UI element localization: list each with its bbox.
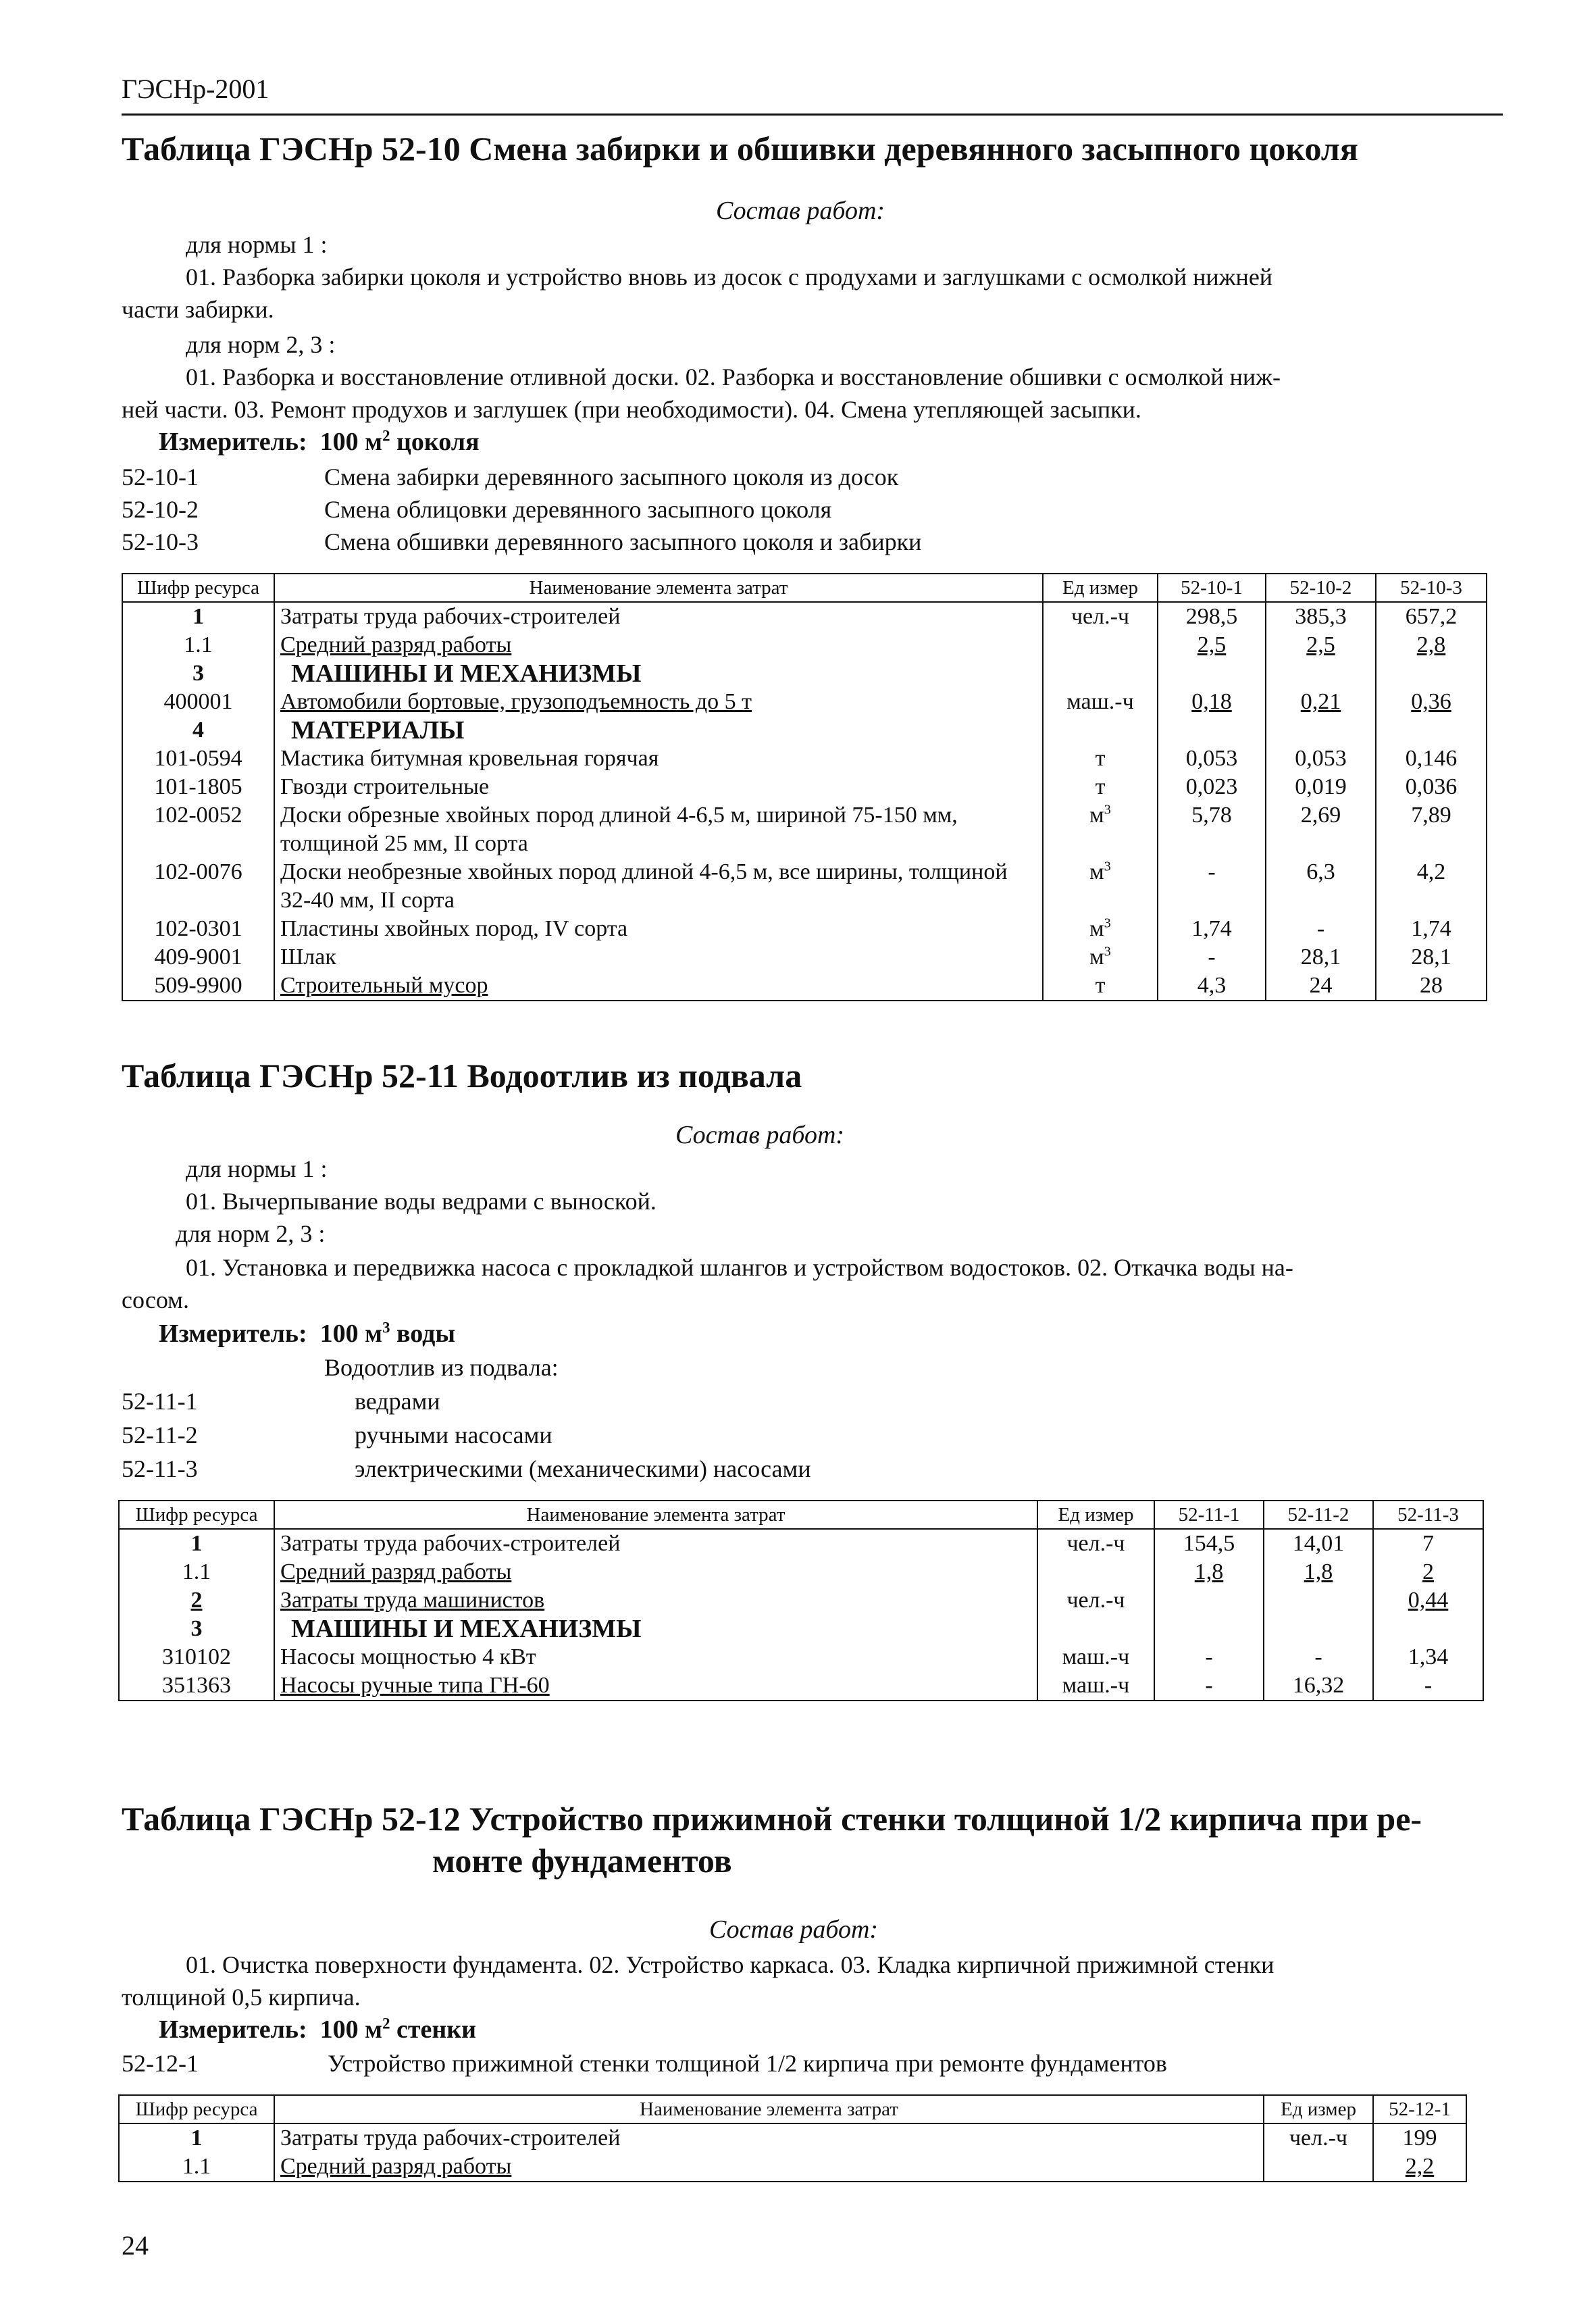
value-cell: 2,2 <box>1373 2153 1466 2182</box>
code-cell: 4 <box>122 716 274 745</box>
value-cell: 7,89 <box>1376 801 1487 858</box>
section-name-cell: МАШИНЫ И МЕХАНИЗМЫ <box>274 659 1043 688</box>
value-cell <box>1376 716 1487 745</box>
header-cell: 52-11-3 <box>1373 1501 1483 1529</box>
header-cell: 52-11-1 <box>1154 1501 1264 1529</box>
unit-cell: т <box>1043 972 1158 1001</box>
value-cell: - <box>1158 858 1266 915</box>
sostav-rabot-heading: Состав работ: <box>716 197 885 225</box>
table-section-row <box>122 659 1487 688</box>
header-cell: 52-12-1 <box>1373 2095 1466 2123</box>
code-cell: 1 <box>119 2123 274 2153</box>
name-cell: Средний разряд работы <box>274 631 1043 659</box>
norm-code: 52-10-3 <box>122 528 199 555</box>
norm-text: Смена обшивки деревянного засыпного цоколя и забирки <box>324 528 922 555</box>
norm-text: Смена забирки деревянного засыпного цоколя из досок <box>324 463 899 491</box>
unit-cell: чел.-ч <box>1264 2123 1373 2153</box>
table-52-10-title: Таблица ГЭСНр 52-10 Смена забирки и обшивки деревянного засыпного цоколя <box>122 130 1358 168</box>
value-cell: 0,36 <box>1376 688 1487 716</box>
unit-text: м <box>1089 916 1104 941</box>
value-cell: 0,21 <box>1266 688 1376 716</box>
norm-1-label: для нормы 1 : <box>186 1155 328 1182</box>
unit-cell: чел.-ч <box>1037 1586 1154 1615</box>
table-row <box>122 858 1487 915</box>
work-text-line: 01. Разборка и восстановление отливной доски. 02. Разборка и восстановление обшивки с осмолкой ниж- <box>186 363 1281 391</box>
table-row <box>122 943 1487 972</box>
name-cell: Средний разряд работы <box>274 1558 1037 1586</box>
code-cell: 310102 <box>119 1643 274 1671</box>
norm-row <box>122 493 831 526</box>
unit-cell <box>1037 1558 1154 1586</box>
table-header-row <box>119 1501 1483 1529</box>
norm-row <box>122 1453 811 1485</box>
value-cell: 0,023 <box>1158 773 1266 801</box>
value-cell: 385,3 <box>1266 602 1376 631</box>
table-row <box>122 972 1487 1001</box>
unit-text: м <box>1089 859 1104 884</box>
unit-sup: 3 <box>1104 859 1111 874</box>
table-row <box>122 773 1487 801</box>
norm-2-3-label: для норм 2, 3 : <box>176 1220 326 1247</box>
header-cell: Шифр ресурса <box>119 1501 274 1529</box>
work-text-line: части забирки. <box>122 296 274 323</box>
header-cell: Шифр ресурса <box>122 574 274 602</box>
unit-sup: 3 <box>1104 915 1111 931</box>
izmeritel-value: 100 м <box>319 428 383 456</box>
value-cell <box>1158 716 1266 745</box>
code-cell: 1.1 <box>119 2153 274 2182</box>
work-text-line: 01. Разборка забирки цоколя и устройство вновь из досок с продухами и заглушками с осмолкой нижней <box>186 263 1273 291</box>
value-cell: 7 <box>1373 1529 1483 1558</box>
value-cell: 14,01 <box>1264 1529 1373 1558</box>
value-cell: 0,146 <box>1376 745 1487 773</box>
value-cell <box>1266 716 1376 745</box>
norm-2-3-label: для норм 2, 3 : <box>186 331 336 358</box>
cost-table-52-12 <box>118 2094 1467 2182</box>
running-header: ГЭСНр-2001 <box>122 74 269 104</box>
code-cell: 2 <box>119 1586 274 1615</box>
value-cell: 154,5 <box>1154 1529 1264 1558</box>
table-row <box>122 688 1487 716</box>
work-text-line: ней части. 03. Ремонт продухов и заглушек (при необходимости). 04. Смена утепляющей засыпки. <box>122 396 1141 423</box>
izmeritel-line <box>159 426 480 458</box>
unit-cell <box>1264 2153 1373 2182</box>
code-cell: 102-0301 <box>122 915 274 943</box>
header-rule <box>122 114 1503 116</box>
code-cell: 3 <box>119 1615 274 1643</box>
value-cell: - <box>1264 1643 1373 1671</box>
code-cell: 509-9900 <box>122 972 274 1001</box>
norm-group-label: Водоотлив из подвала: <box>324 1354 559 1381</box>
izmeritel-sup: 2 <box>382 2015 390 2032</box>
name-cell: Средний разряд работы <box>274 2153 1264 2182</box>
value-cell <box>1158 659 1266 688</box>
norm-text: Устройство прижимной стенки толщиной 1/2 кирпича при ремонте фундаментов <box>328 2050 1167 2077</box>
norm-code: 52-11-1 <box>122 1388 198 1415</box>
izmeritel-label: Измеритель: <box>159 1319 307 1348</box>
work-text-line: 01. Вычерпывание воды ведрами с выноской. <box>186 1188 657 1215</box>
izmeritel-label: Измеритель: <box>159 428 307 456</box>
header-cell: 52-10-1 <box>1158 574 1266 602</box>
code-cell: 351363 <box>119 1671 274 1701</box>
value-cell: 0,44 <box>1373 1586 1483 1615</box>
table-row <box>119 1529 1483 1558</box>
name-cell: Затраты труда рабочих-строителей <box>274 1529 1037 1558</box>
value-cell: - <box>1154 1671 1264 1701</box>
table-header-row <box>122 574 1487 602</box>
unit-cell: т <box>1043 745 1158 773</box>
code-cell: 1 <box>122 602 274 631</box>
name-cell: Автомобили бортовые, грузоподъемность до 5 т <box>274 688 1043 716</box>
header-cell: Ед измер <box>1037 1501 1154 1529</box>
section-name-cell: МАТЕРИАЛЫ <box>274 716 1043 745</box>
unit-cell <box>1043 659 1158 688</box>
header-cell: 52-10-3 <box>1376 574 1487 602</box>
table-section-row <box>119 1615 1483 1643</box>
name-cell: Затраты труда рабочих-строителей <box>274 602 1043 631</box>
unit-cell: маш.-ч <box>1043 688 1158 716</box>
value-cell <box>1264 1586 1373 1615</box>
value-cell: 0,053 <box>1158 745 1266 773</box>
unit-sup: 3 <box>1104 944 1111 959</box>
unit-cell: маш.-ч <box>1037 1643 1154 1671</box>
unit-text: м <box>1089 945 1104 970</box>
header-cell: Ед измер <box>1264 2095 1373 2123</box>
value-cell: 0,18 <box>1158 688 1266 716</box>
table-row <box>119 1558 1483 1586</box>
value-cell: 1,74 <box>1158 915 1266 943</box>
value-cell: 16,32 <box>1264 1671 1373 1701</box>
value-cell: 5,78 <box>1158 801 1266 858</box>
header-cell: Наименование элемента затрат <box>274 1501 1037 1529</box>
code-cell: 1 <box>119 1529 274 1558</box>
norm-text: электрическими (механическими) насосами <box>355 1455 811 1482</box>
norm-text: ручными насосами <box>355 1422 552 1449</box>
izmeritel-label: Измеритель: <box>159 2015 307 2044</box>
unit-cell <box>1043 801 1158 858</box>
name-cell: Гвозди строительные <box>274 773 1043 801</box>
value-cell <box>1373 1615 1483 1643</box>
header-cell: 52-11-2 <box>1264 1501 1373 1529</box>
code-cell: 409-9001 <box>122 943 274 972</box>
header-cell: Наименование элемента затрат <box>274 2095 1264 2123</box>
norm-text: ведрами <box>355 1388 440 1415</box>
izmeritel-value: 100 м <box>319 1319 383 1348</box>
value-cell: 0,053 <box>1266 745 1376 773</box>
header-cell: Наименование элемента затрат <box>274 574 1043 602</box>
code-cell: 3 <box>122 659 274 688</box>
cost-table-52-11 <box>118 1500 1484 1701</box>
norm-row <box>122 526 921 558</box>
name-cell: Пластины хвойных пород, IV сорта <box>274 915 1043 943</box>
norm-row <box>122 2047 1167 2080</box>
value-cell <box>1154 1615 1264 1643</box>
table-row <box>122 631 1487 659</box>
code-cell: 1.1 <box>119 1558 274 1586</box>
code-cell: 1.1 <box>122 631 274 659</box>
value-cell: 199 <box>1373 2123 1466 2153</box>
value-cell <box>1154 1586 1264 1615</box>
unit-cell: чел.-ч <box>1043 602 1158 631</box>
table-row <box>122 801 1487 858</box>
value-cell: 657,2 <box>1376 602 1487 631</box>
name-cell: Доски обрезные хвойных пород длиной 4-6,5 м, шириной 75-150 мм, толщиной 25 мм, II сорта <box>274 801 1043 858</box>
table-row <box>119 1643 1483 1671</box>
izmeritel-unit: воды <box>390 1319 456 1348</box>
unit-text: м <box>1089 803 1104 828</box>
table-row <box>122 745 1487 773</box>
unit-cell <box>1043 858 1158 915</box>
table-row <box>119 1671 1483 1701</box>
cost-table-52-10 <box>122 573 1487 1001</box>
norm-code: 52-10-2 <box>122 496 199 523</box>
work-text-line: 01. Очистка поверхности фундамента. 02. Устройство каркаса. 03. Кладка кирпичной прижимной стенки <box>186 1951 1275 1978</box>
value-cell: 1,34 <box>1373 1643 1483 1671</box>
izmeritel-line <box>159 1317 455 1350</box>
norm-code: 52-12-1 <box>122 2050 199 2077</box>
value-cell: 1,8 <box>1264 1558 1373 1586</box>
unit-cell: маш.-ч <box>1037 1671 1154 1701</box>
table-row <box>119 2123 1466 2153</box>
value-cell: 1,74 <box>1376 915 1487 943</box>
value-cell: 28 <box>1376 972 1487 1001</box>
table-52-12-title: Таблица ГЭСНр 52-12 Устройство прижимной стенки толщиной 1/2 кирпича при ре- <box>122 1800 1422 1838</box>
table-row <box>119 1586 1483 1615</box>
header-cell: 52-10-2 <box>1266 574 1376 602</box>
value-cell: - <box>1154 1643 1264 1671</box>
unit-cell <box>1043 943 1158 972</box>
norm-code: 52-11-2 <box>122 1422 198 1449</box>
norm-row <box>122 1419 552 1451</box>
unit-cell <box>1037 1615 1154 1643</box>
code-cell: 101-0594 <box>122 745 274 773</box>
work-text-line: толщиной 0,5 кирпича. <box>122 1984 361 2011</box>
value-cell: 1,8 <box>1154 1558 1264 1586</box>
value-cell: 298,5 <box>1158 602 1266 631</box>
norm-code: 52-10-1 <box>122 463 199 491</box>
work-text-line: сосом. <box>122 1286 189 1313</box>
izmeritel-unit: стенки <box>390 2015 477 2044</box>
value-cell: - <box>1266 915 1376 943</box>
izmeritel-line <box>159 2013 476 2046</box>
norm-row <box>122 1385 440 1417</box>
norm-1-label: для нормы 1 : <box>186 231 328 258</box>
unit-cell <box>1043 631 1158 659</box>
value-cell: 0,019 <box>1266 773 1376 801</box>
unit-cell <box>1043 716 1158 745</box>
value-cell: 6,3 <box>1266 858 1376 915</box>
unit-cell <box>1043 915 1158 943</box>
value-cell: 0,036 <box>1376 773 1487 801</box>
table-section-row <box>122 716 1487 745</box>
value-cell: 2,5 <box>1266 631 1376 659</box>
name-cell: Строительный мусор <box>274 972 1043 1001</box>
header-cell: Ед измер <box>1043 574 1158 602</box>
value-cell: 28,1 <box>1266 943 1376 972</box>
value-cell: 28,1 <box>1376 943 1487 972</box>
value-cell: 2,8 <box>1376 631 1487 659</box>
name-cell: Затраты труда рабочих-строителей <box>274 2123 1264 2153</box>
name-cell: Мастика битумная кровельная горячая <box>274 745 1043 773</box>
norm-code: 52-11-3 <box>122 1455 198 1482</box>
value-cell: - <box>1373 1671 1483 1701</box>
izmeritel-sup: 2 <box>382 427 390 445</box>
page-number: 24 <box>122 2230 149 2261</box>
table-header-row <box>119 2095 1466 2123</box>
value-cell <box>1264 1615 1373 1643</box>
section-name-cell: МАШИНЫ И МЕХАНИЗМЫ <box>274 1615 1037 1643</box>
table-row <box>122 602 1487 631</box>
value-cell: 24 <box>1266 972 1376 1001</box>
value-cell: 2,5 <box>1158 631 1266 659</box>
norm-row <box>122 461 898 493</box>
name-cell: Насосы ручные типа ГН-60 <box>274 1671 1037 1701</box>
header-cell: Шифр ресурса <box>119 2095 274 2123</box>
table-row <box>122 915 1487 943</box>
table-row <box>119 2153 1466 2182</box>
value-cell: 2,69 <box>1266 801 1376 858</box>
unit-sup: 3 <box>1104 802 1111 818</box>
sostav-rabot-heading: Состав работ: <box>675 1121 845 1149</box>
name-cell: Насосы мощностью 4 кВт <box>274 1643 1037 1671</box>
code-cell: 102-0076 <box>122 858 274 915</box>
code-cell: 400001 <box>122 688 274 716</box>
work-text-line: 01. Установка и передвижка насоса с прокладкой шлангов и устройством водостоков. 02. Откачка воды на- <box>186 1254 1293 1281</box>
table-52-11-title: Таблица ГЭСНр 52-11 Водоотлив из подвала <box>122 1057 802 1095</box>
code-cell: 102-0052 <box>122 801 274 858</box>
unit-cell: чел.-ч <box>1037 1529 1154 1558</box>
unit-cell: т <box>1043 773 1158 801</box>
name-cell: Затраты труда машинистов <box>274 1586 1037 1615</box>
norm-text: Смена облицовки деревянного засыпного цоколя <box>324 496 832 523</box>
value-cell: 4,3 <box>1158 972 1266 1001</box>
name-cell: Шлак <box>274 943 1043 972</box>
value-cell <box>1266 659 1376 688</box>
code-cell: 101-1805 <box>122 773 274 801</box>
name-cell: Доски необрезные хвойных пород длиной 4-6,5 м, все ширины, толщиной 32-40 мм, II сорта <box>274 858 1043 915</box>
value-cell: - <box>1158 943 1266 972</box>
sostav-rabot-heading: Состав работ: <box>709 1915 879 1944</box>
value-cell: 2 <box>1373 1558 1483 1586</box>
izmeritel-sup: 3 <box>382 1319 390 1336</box>
value-cell <box>1376 659 1487 688</box>
izmeritel-value: 100 м <box>319 2015 383 2044</box>
table-52-12-title-cont: монте фундаментов <box>432 1842 732 1880</box>
izmeritel-unit: цоколя <box>390 428 480 456</box>
value-cell: 4,2 <box>1376 858 1487 915</box>
